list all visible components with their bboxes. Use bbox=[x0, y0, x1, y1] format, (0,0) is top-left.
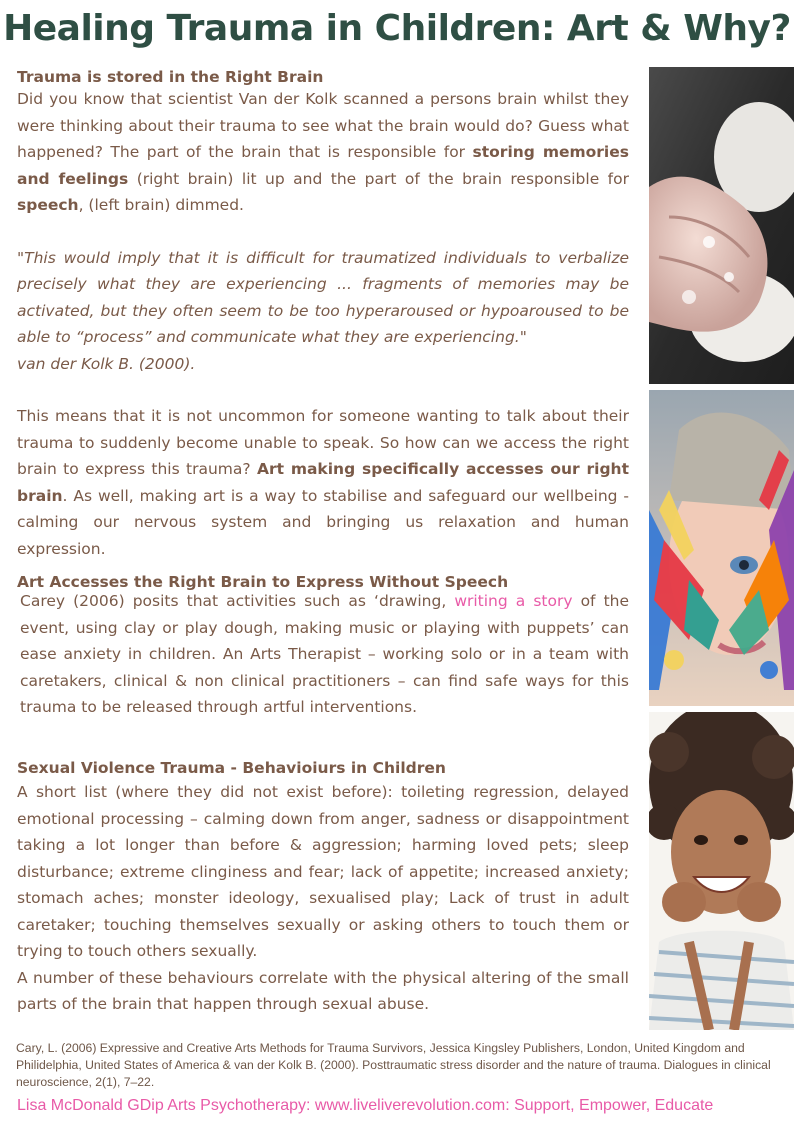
section-behaviours bbox=[17, 759, 629, 1018]
paragraph-van-der-kolk-scan: Did you know that scientist Van der Kolk scanned a persons brain whilst they were thinking about their trauma to see what the brain would do? Guess what happened? The part of the brain that is responsible for storing memories and feelings (right brain) lit up and the part of the brain responsible for speech, (left brain) dimmed. bbox=[17, 90, 629, 214]
quote-text: This would imply that it is difficult for traumatized individuals to verbalize precisely what they are experiencing ... fragments of memories may be activated, but they often seem to be too hyperaroused or hypoaroused to be able to “process” and communicate what they are experiencing." bbox=[17, 248, 629, 346]
clay-hands-photo bbox=[649, 67, 794, 384]
writing-a-story-link[interactable]: writing a story bbox=[454, 592, 573, 610]
paragraph-correlation: A number of these behaviours correlate with the physical altering of the small parts of the brain that happen through sexual abuse. bbox=[17, 968, 629, 1013]
paragraph-access-right-brain: This means that it is not uncommon for someone wanting to talk about their trauma to suddenly become unable to speak. So how can we access the right brain to express this trauma? Art making specifically accesses our right brain. As well, making art is a way to stabilise and safeguard our wellbeing - calming our nervous system and bringing us relaxation and human expression. bbox=[17, 407, 629, 558]
page-title: Healing Trauma in Children: Art & Why? bbox=[3, 8, 791, 49]
quote-block: "This would imply that it is difficult for traumatized individuals to verbalize precisely what they are experiencing ... fragments of memories may be activated, but they often seem to be too hyperaroused or hypoaroused to be able to “process” and communicate what they are experiencing." van der Kolk B. (2000). bbox=[17, 248, 629, 373]
quote-source: van der Kolk B. (2000). bbox=[17, 354, 196, 373]
section-right-brain bbox=[17, 68, 629, 562]
section-heading: Sexual Violence Trauma - Behavioiurs in Children bbox=[17, 759, 446, 777]
section-heading: Trauma is stored in the Right Brain bbox=[17, 68, 324, 86]
section-art-accesses bbox=[17, 573, 629, 721]
references: Cary, L. (2006) Expressive and Creative Arts Methods for Trauma Survivors, Jessica Kingsley Publishers, London, United Kingdom and Philidelphia, United States of America & van der Kolk B. (2000). Posttraumatic stress disorder and the nature of trauma. Dialogues in clinical neuroscience, 2(1), 7–22. bbox=[16, 1041, 771, 1089]
painted-hands-photo bbox=[649, 390, 794, 706]
paragraph-carey: Carey (2006) posits that activities such as ‘drawing, writing a story of the event, using clay or play dough, making music or playing with puppets’ can ease anxiety in children. An Arts Therapist – working solo or in a team with caretakers, clinical & non clinical practitioners – can find safe ways for this trauma to be released through artful interventions. bbox=[20, 592, 630, 716]
section-heading: Art Accesses the Right Brain to Express Without Speech bbox=[17, 573, 509, 591]
footer-credit[interactable]: Lisa McDonald GDip Arts Psychotherapy: www.liveliverevolution.com: Support, Empower, Educate bbox=[17, 1097, 714, 1114]
smiling-child-photo bbox=[649, 712, 794, 1030]
paragraph-behaviour-list: A short list (where they did not exist before): toileting regression, delayed emotional processing – calming down from anger, sadness or disappointment taking a lot longer than before & aggression; harming loved pets; sleep disturbance; extreme clinginess and fear; lack of appetite; increased anxiety; stomach aches; monster ideology, sexualised play; Lack of trust in adult caretaker; touching themselves sexually or asking others to touch them or trying to touch others sexually. bbox=[17, 783, 629, 960]
